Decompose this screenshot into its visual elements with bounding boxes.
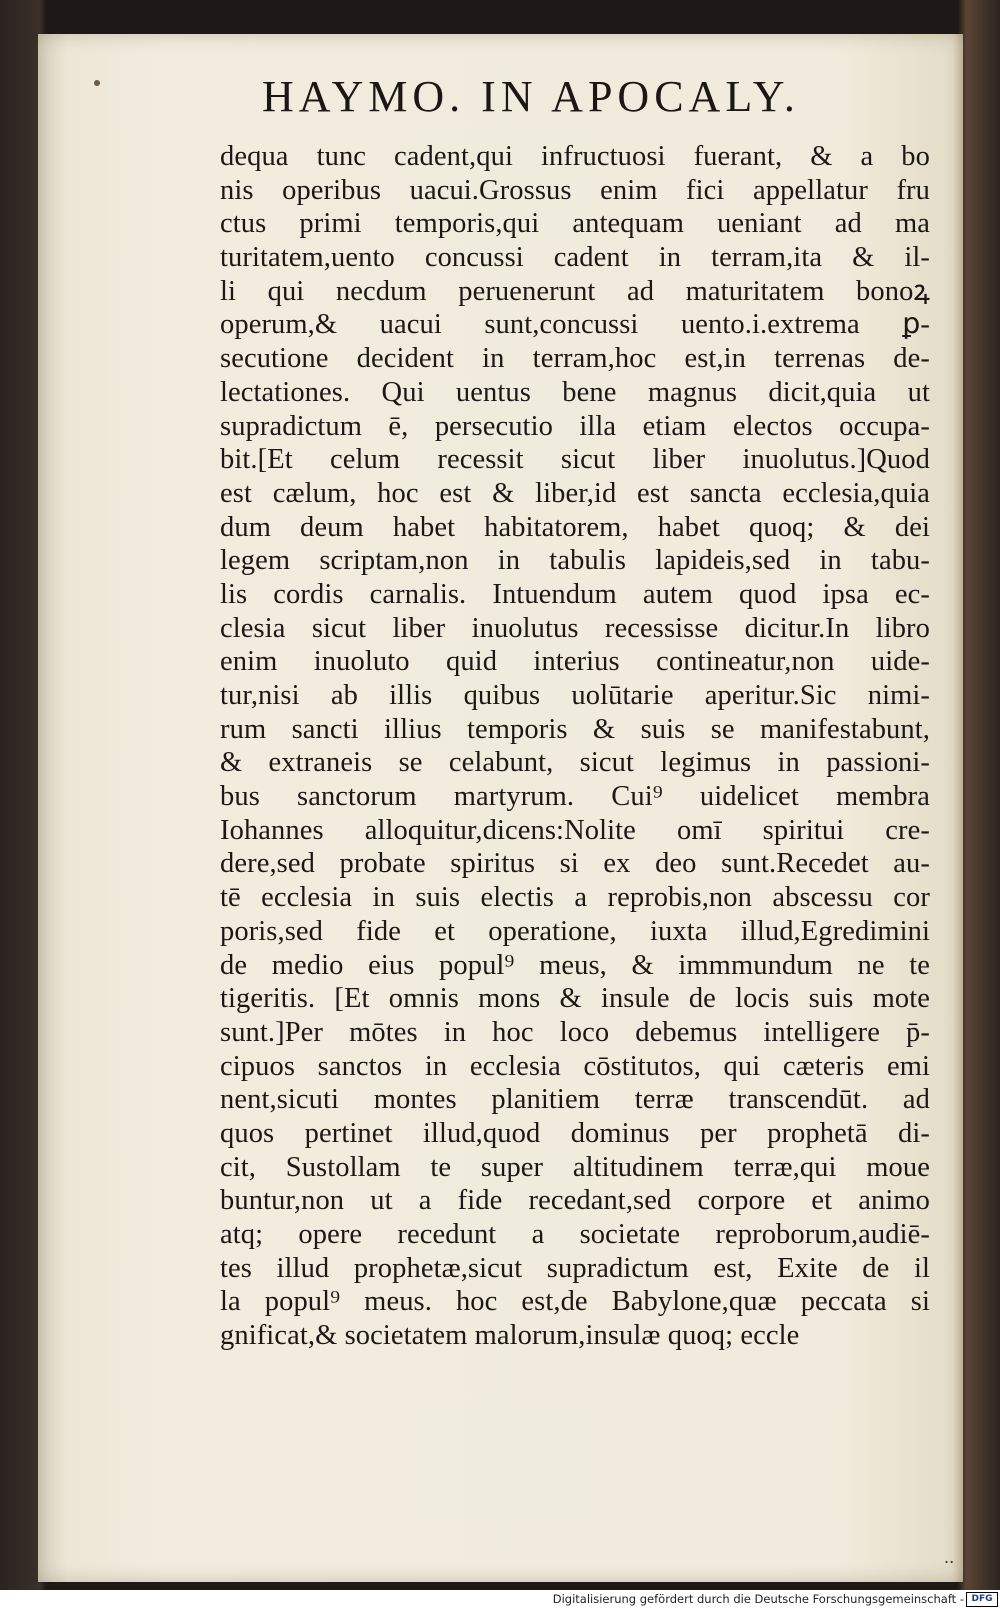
- text-line: nent,sicuti montes planitiem terræ transcendūt. ad: [220, 1084, 930, 1116]
- text-line: de medio eius popul⁹ meus, & immmundum ne te: [220, 949, 930, 981]
- text-line: ctus primi temporis,qui antequam ueniant ad ma: [220, 208, 930, 240]
- text-line: tigeritis. [Et omnis mons & insule de locis suis mote: [220, 983, 930, 1015]
- body-text: [220, 140, 930, 1353]
- page-edge-mark: ..: [944, 1548, 955, 1567]
- text-line: lis cordis carnalis. Intuendum autem quod ipsa ec-: [220, 578, 930, 610]
- text-line: operum,& uacui sunt,concussi uento.i.extrema ꝑ-: [220, 309, 930, 341]
- text-line: gnificat,& societatem malorum,insulæ quoq; eccle: [220, 1320, 800, 1352]
- text-line: secutione decident in terram,hoc est,in terrenas de-: [220, 343, 930, 375]
- text-line: dum deum habet habitatorem, habet quoq; & dei: [220, 511, 930, 543]
- text-line: enim inuoluto quid interius contineatur,non uide-: [220, 646, 930, 678]
- text-line: buntur,non ut a fide recedant,sed corpore et animo: [220, 1185, 930, 1217]
- text-line: cipuos sanctos in ecclesia cōstitutos, qui cæteris emi: [220, 1050, 930, 1082]
- text-line: lectationes. Qui uentus bene magnus dicit,quia ut: [220, 376, 930, 408]
- text-line: turitatem,uento concussi cadent in terram,ita & il-: [220, 242, 930, 274]
- dfg-logo: DFG: [966, 1592, 998, 1607]
- text-line: tes illud prophetæ,sicut supradictum est, Exite de il: [220, 1252, 930, 1284]
- ink-spot: [94, 80, 100, 86]
- text-line: cit, Sustollam te super altitudinem terræ,qui moue: [220, 1151, 930, 1183]
- text-line: Iohannes alloquitur,dicens:Nolite omī spiritui cre-: [220, 814, 930, 846]
- text-line: dere,sed probate spiritus si ex deo sunt.Recedet au-: [220, 848, 930, 880]
- text-line: supradictum ē, persecutio illa etiam electos occupa-: [220, 410, 930, 442]
- text-line: sunt.]Per mōtes in hoc loco debemus intelligere p̄-: [220, 1016, 930, 1048]
- text-line: tur,nisi ab illis quibus uolūtarie aperitur.Sic nimi-: [220, 680, 930, 711]
- text-line: est cælum, hoc est & liber,id est sancta ecclesia,quia: [220, 477, 930, 509]
- text-line: tē ecclesia in suis electis a reprobis,non abscessu cor: [220, 882, 930, 914]
- text-line: quos pertinet illud,quod dominus per prophetā di-: [220, 1117, 930, 1149]
- text-line: bus sanctorum martyrum. Cui⁹ uidelicet membra: [220, 781, 930, 813]
- text-line: nis operibus uacui.Grossus enim fici appellatur fru: [220, 174, 930, 206]
- text-line: clesia sicut liber inuolutus recessisse dicitur.In libro: [220, 612, 930, 644]
- footer-credit: Digitalisierung gefördert durch die Deutsche Forschungsgemeinschaft -: [552, 1592, 964, 1606]
- text-line: dequa tunc cadent,qui infructuosi fuerant, & a bo: [220, 141, 930, 172]
- text-line: & extraneis se celabunt, sicut legimus in passioni-: [220, 747, 930, 779]
- text-line: poris,sed fide et operatione, iuxta illud,Egredimini: [220, 915, 930, 947]
- text-line: rum sancti illius temporis & suis se manifestabunt,: [220, 713, 930, 745]
- text-line: bit.[Et celum recessit sicut liber inuolutus.]Quod: [220, 444, 930, 476]
- text-line: atq; opere recedunt a societate reproborum,audiē-: [220, 1219, 930, 1250]
- text-line: legem scriptam,non in tabulis lapideis,sed in tabu-: [220, 545, 930, 577]
- digitization-footer: [0, 1590, 1000, 1608]
- text-line: la popul⁹ meus. hoc est,de Babylone,quæ peccata si: [220, 1286, 930, 1318]
- running-head: HAYMO. IN APOCALY.: [262, 72, 800, 121]
- text-line: li qui necdum peruenerunt ad maturitatem bonoꝝ: [220, 275, 930, 307]
